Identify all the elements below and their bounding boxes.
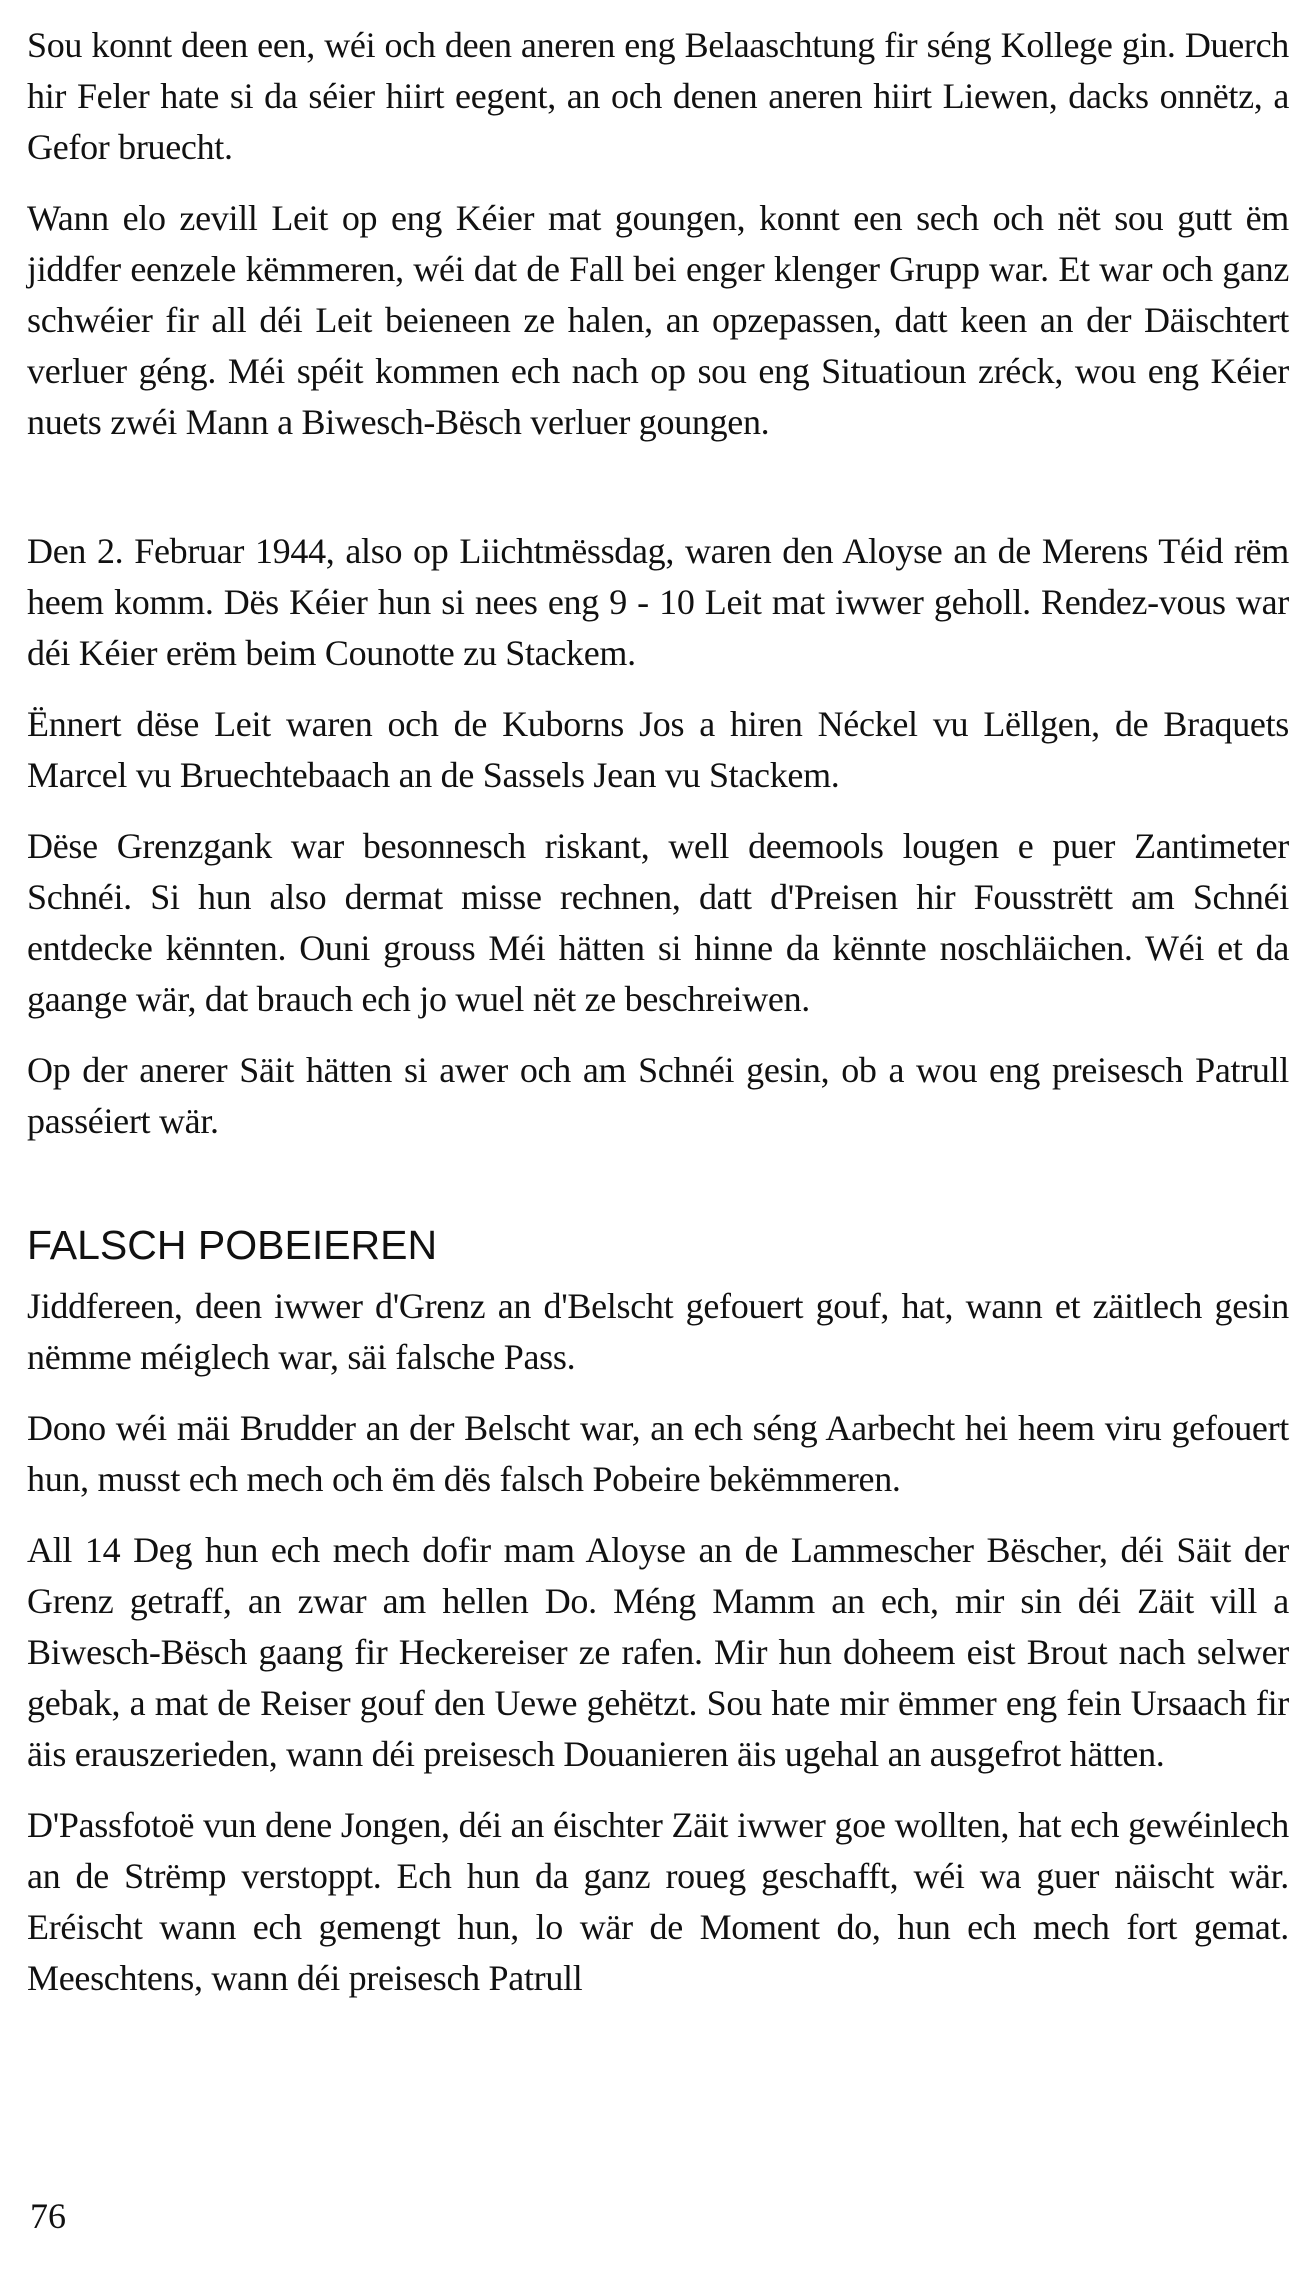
paragraph: All 14 Deg hun ech mech dofir mam Aloyse an de Lammescher Bëscher, déi Säit der Grenz getraff, an zwar am hellen Do. Méng Mamm an ech, mir sin déi Zäit vill a Biwesch-Bësch gaang fir Heckereiser ze rafen. Mir hun doheem eist Brout nach selwer gebak, a mat de Reiser gouf den Uewe gehëtzt. Sou hate mir ëmmer eng fein Ursaach fir äis erauszerieden, wann déi preisesch Douanieren äis ugehal an ausgefrot hätten. — [27, 1530, 1289, 1774]
paragraph: Dono wéi mäi Brudder an der Belscht war, an ech séng Aarbecht hei heem viru gefouert hun, musst ech mech och ëm dës falsch Pobeire bekëmmeren. — [27, 1408, 1289, 1499]
paragraph: Dëse Grenzgank war besonnesch riskant, well deemools lougen e puer Zantimeter Schnéi. Si hun also dermat misse rechnen, datt d'Preisen hir Fousstrëtt am Schnéi entdecke kënnten. Ouni grouss Méi hätten si hinne da kënnte noschläichen. Wéi et da gaange wär, dat brauch ech jo wuel nët ze beschreiwen. — [27, 826, 1289, 1019]
paragraph: Den 2. Februar 1944, also op Liichtmëssdag, waren den Aloyse an de Merens Téid rëm heem komm. Dës Kéier hun si nees eng 9 - 10 Leit mat iwwer geholl. Rendez-vous war déi Kéier erëm beim Counotte zu Stackem. — [27, 531, 1289, 673]
paragraph: Op der anerer Säit hätten si awer och am Schnéi gesin, ob a wou eng preisesch Patrull passéiert wär. — [27, 1050, 1289, 1141]
text-column — [27, 20, 1289, 2024]
section-heading: FALSCH POBEIEREN — [27, 1222, 438, 1268]
paragraph: Ënnert dëse Leit waren och de Kuborns Jos a hiren Néckel vu Lëllgen, de Braquets Marcel vu Bruechtebaach an de Sassels Jean vu Stackem. — [27, 704, 1289, 795]
page-number: 76 — [30, 2196, 66, 2236]
paragraph: Wann elo zevill Leit op eng Kéier mat goungen, konnt een sech och nët sou gutt ëm jiddfer eenzele këmmeren, wéi dat de Fall bei enger klenger Grupp war. Et war och ganz schwéier fir all déi Leit beieneen ze halen, an opzepassen, datt keen an der Däischtert verluer géng. Méi spéit kommen ech nach op sou eng Situatioun zréck, wou eng Kéier nuets zwéi Mann a Biwesch-Bësch verluer goungen. — [27, 198, 1289, 442]
paragraph: Jiddfereen, deen iwwer d'Grenz an d'Belscht gefouert gouf, hat, wann et zäitlech gesin nëmme méiglech war, säi falsche Pass. — [27, 1286, 1289, 1377]
paragraph: Sou konnt deen een, wéi och deen aneren eng Belaaschtung fir séng Kollege gin. Duerch hir Feler hate si da séier hiirt eegent, an och denen aneren hiirt Liewen, dacks onnëtz, a Gefor bruecht. — [27, 25, 1289, 167]
paragraph: D'Passfotoë vun dene Jongen, déi an éischter Zäit iwwer goe wollten, hat ech gewéinlech an de Strëmp verstoppt. Ech hun da ganz roueg geschafft, wéi wa guer näischt wär. Eréischt wann ech gemengt hun, lo wär de Moment do, hun ech mech fort gemat. Meeschtens, wann déi preisesch Patrull — [27, 1805, 1289, 1998]
